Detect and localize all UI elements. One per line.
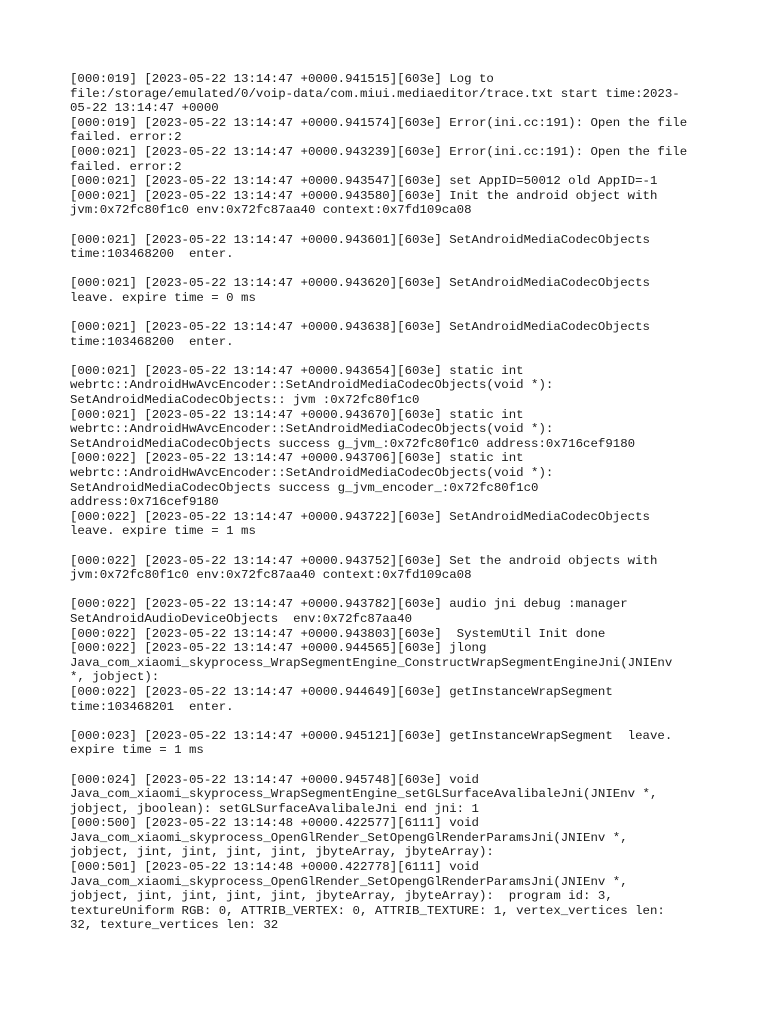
log-entry: [000:019] [2023-05-22 13:14:47 +0000.941515][603e] Log to file:/storage/emulated/0/voip-data/com.miui.mediaeditor/trace.txt start time:2023- 05-22 13:14:47 +0000 [70,72,680,116]
log-entry: [000:021] [2023-05-22 13:14:47 +0000.943547][603e] set AppID=50012 old AppID=-1 [70,174,658,189]
log-entry: [000:023] [2023-05-22 13:14:47 +0000.945121][603e] getInstanceWrapSegment leave. expire time = 1 ms [70,728,673,758]
log-entry: [000:019] [2023-05-22 13:14:47 +0000.941574][603e] Error(ini.cc:191): Open the file failed. error:2 [70,115,688,145]
log-entry: [000:022] [2023-05-22 13:14:47 +0000.943722][603e] SetAndroidMediaCodecObjects leave. expire time = 1 ms [70,509,650,539]
log-entry: [000:022] [2023-05-22 13:14:47 +0000.944565][603e] jlong Java_com_xiaomi_skyprocess_WrapSegmentEngine_ConstructWrapSegmentEngineJni(JNIEnv *, jobject): [70,641,673,685]
log-entry: [000:021] [2023-05-22 13:14:47 +0000.943601][603e] SetAndroidMediaCodecObjects time:103468200 enter. [70,232,650,262]
log-entry: [000:021] [2023-05-22 13:14:47 +0000.943620][603e] SetAndroidMediaCodecObjects leave. expire time = 0 ms [70,276,650,305]
log-entry: [000:022] [2023-05-22 13:14:47 +0000.943803][603e] SystemUtil Init done [70,626,606,641]
log-entry: [000:022] [2023-05-22 13:14:47 +0000.944649][603e] getInstanceWrapSegment time:103468201 enter. [70,684,613,714]
log-entry: [000:021] [2023-05-22 13:14:47 +0000.943239][603e] Error(ini.cc:191): Open the file failed. error:2 [70,144,688,174]
log-entry: [000:501] [2023-05-22 13:14:48 +0000.422778][6111] void Java_com_xiaomi_skyprocess_OpenGlRender_SetOpengGlRenderParamsJni(JNIEnv *, jobject, jint, jint, jint, jint, jbyteArray, jbyteArray): program id: 3, textureUniform RGB: 0, ATTRIB_VERTEX: 0, ATTRIB_TEXTURE: 1, vertex_vertices len: 32, texture_vertices len: 32 [70,860,665,933]
log-entry: [000:022] [2023-05-22 13:14:47 +0000.943782][603e] audio jni debug :manager SetAndroidAudioDeviceObjects env:0x72fc87aa40 [70,597,628,626]
log-entry: [000:500] [2023-05-22 13:14:48 +0000.422577][6111] void Java_com_xiaomi_skyprocess_OpenGlRender_SetOpengGlRenderParamsJni(JNIEnv *, jobject, jint, jint, jint, jint, jbyteArray, jbyteArray): [70,816,628,860]
log-entry: [000:021] [2023-05-22 13:14:47 +0000.943638][603e] SetAndroidMediaCodecObjects time:103468200 enter. [70,320,650,349]
log-entry: [000:022] [2023-05-22 13:14:47 +0000.943706][603e] static int webrtc::AndroidHwAvcEncoder::SetAndroidMediaCodecObjects(void *): SetAndroidMediaCodecObjects success g_jvm_encoder_:0x72fc80f1c0 address:0x716cef9180 [70,451,554,510]
log-entry: [000:021] [2023-05-22 13:14:47 +0000.943580][603e] Init the android object with jvm:0x72fc80f1c0 env:0x72fc87aa40 context:0x7fd109ca08 [70,188,658,218]
log-entry: [000:024] [2023-05-22 13:14:47 +0000.945748][603e] void Java_com_xiaomi_skyprocess_WrapSegmentEngine_setGLSurfaceAvalibaleJni(JNIEnv *, jobject, jboolean): setGLSurfaceAvalibaleJni end jni: 1 [70,772,658,816]
log-entry: [000:021] [2023-05-22 13:14:47 +0000.943654][603e] static int webrtc::AndroidHwAvcEncoder::SetAndroidMediaCodecObjects(void *): SetAndroidMediaCodecObjects:: jvm :0x72fc80f1c0 [70,363,554,408]
log-entry: [000:022] [2023-05-22 13:14:47 +0000.943752][603e] Set the android objects with jvm:0x72fc80f1c0 env:0x72fc87aa40 context:0x7fd109ca08 [70,553,658,583]
log-document [70,72,710,933]
log-entry: [000:021] [2023-05-22 13:14:47 +0000.943670][603e] static int webrtc::AndroidHwAvcEncoder::SetAndroidMediaCodecObjects(void *): SetAndroidMediaCodecObjects success g_jvm_:0x72fc80f1c0 address:0x716cef9180 [70,407,636,451]
